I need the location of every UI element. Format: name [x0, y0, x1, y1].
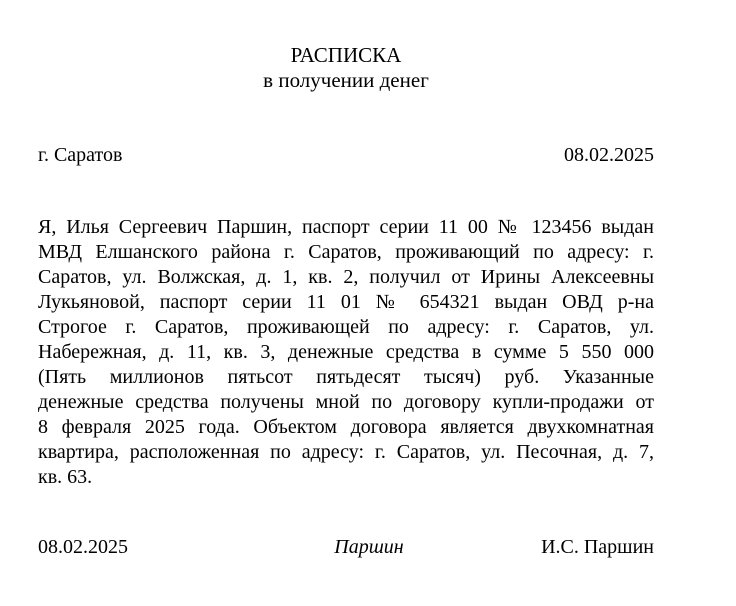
body-line: денежные средства получены мной по договору купли-продажи от	[38, 391, 654, 413]
body-line: Строгое г. Саратов, проживающей по адресу: г. Саратов, ул.	[38, 316, 654, 338]
document-subtitle: в получении денег	[263, 68, 429, 92]
receipt-body	[38, 215, 654, 490]
signature-date: 08.02.2025	[38, 536, 128, 558]
signature-row	[38, 535, 654, 560]
handwritten-signature: Паршин	[334, 536, 404, 558]
body-line: Саратов, ул. Волжская, д. 1, кв. 2, получил от Ирины Алексеевны	[38, 266, 654, 288]
body-line: квартира, расположенная по адресу: г. Саратов, ул. Песочная, д. 7,	[38, 441, 654, 463]
city-label: г. Саратов	[38, 144, 123, 166]
body-line: Я, Илья Сергеевич Паршин, паспорт серии 11 00 № 123456 выдан	[38, 216, 654, 238]
body-line: (Пять миллионов пятьсот пятьдесят тысяч) руб. Указанные	[38, 366, 654, 388]
body-line: 8 февраля 2025 года. Объектом договора является двухкомнатная	[38, 416, 654, 438]
document-title: РАСПИСКА	[290, 43, 402, 67]
city-date-row	[38, 143, 654, 168]
document-header	[38, 43, 654, 93]
signer-name: И.С. Паршин	[541, 536, 654, 558]
date-label: 08.02.2025	[564, 144, 654, 166]
body-line: Лукьяновой, паспорт серии 11 01 № 654321 выдан ОВД р-на	[38, 291, 654, 313]
body-line: кв. 63.	[38, 466, 93, 488]
body-line: МВД Елшанского района г. Саратов, проживающий по адресу: г.	[38, 241, 654, 263]
body-line: Набережная, д. 11, кв. 3, денежные средства в сумме 5 550 000	[38, 341, 654, 363]
